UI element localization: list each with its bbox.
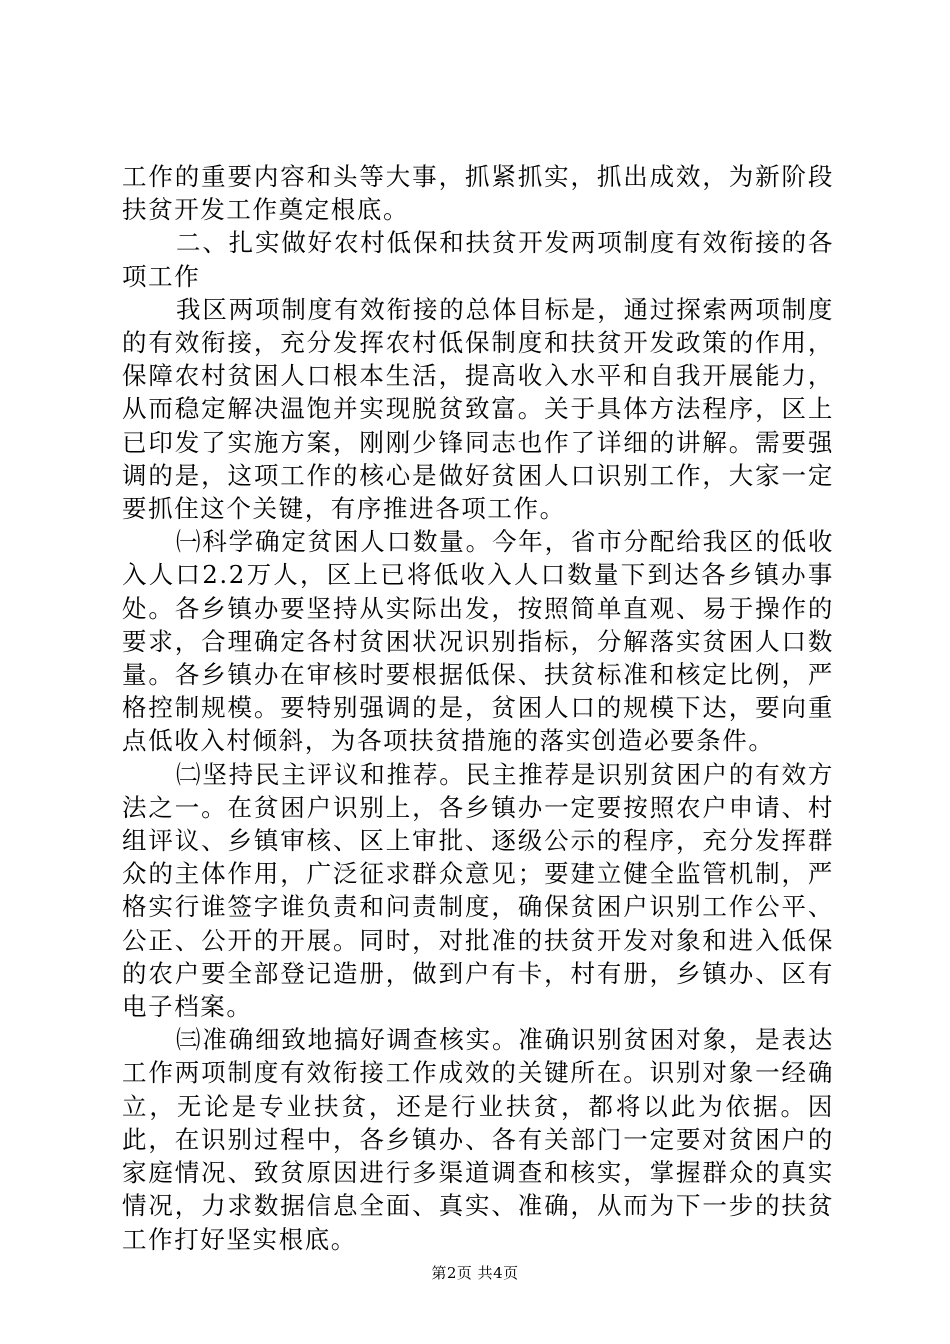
document-body	[122, 160, 834, 1256]
paragraph-3: 我区两项制度有效衔接的总体目标是，通过探索两项制度的有效衔接，充分发挥农村低保制度和扶贫开发政策的作用，保障农村贫困人口根本生活，提高收入水平和自我开展能力，从而稳定解决温饱并实现脱贫致富。关于具体方法程序，区上已印发了实施方案，刚刚少锋同志也作了详细的讲解。需要强调的是，这项工作的核心是做好贫困人口识别工作，大家一定要抓住这个关键，有序推进各项工作。	[122, 294, 834, 524]
section-heading-2: 二、扎实做好农村低保和扶贫开发两项制度有效衔接的各项工作	[122, 228, 834, 291]
paragraph-6: ㈢准确细致地搞好调查核实。准确识别贫困对象，是表达工作两项制度有效衔接工作成效的关键所在。识别对象一经确立，无论是专业扶贫，还是行业扶贫，都将以此为依据。因此，在识别过程中，各乡镇办、各有关部门一定要对贫困户的家庭情况、致贫原因进行多渠道调查和核实，掌握群众的真实情况，力求数据信息全面、真实、准确，从而为下一步的扶贫工作打好坚实根底。	[122, 1025, 834, 1254]
page-footer: 第2页 共4页	[431, 1264, 519, 1282]
paragraph-4: ㈠科学确定贫困人口数量。今年，省市分配给我区的低收入人口2.2万人，区上已将低收入人口数量下到达各乡镇办事处。各乡镇办要坚持从实际出发，按照简单直观、易于操作的要求，合理确定各村贫困状况识别指标，分解落实贫困人口数量。各乡镇办在审核时要根据低保、扶贫标准和核定比例，严格控制规模。要特别强调的是，贫困人口的规模下达，要向重点低收入村倾斜，为各项扶贫措施的落实创造必要条件。	[122, 527, 834, 756]
paragraph-1: 工作的重要内容和头等大事，抓紧抓实，抓出成效，为新阶段扶贫开发工作奠定根底。	[122, 162, 834, 225]
paragraph-5: ㈡坚持民主评议和推荐。民主推荐是识别贫困户的有效方法之一。在贫困户识别上，各乡镇办一定要按照农户申请、村组评议、乡镇审核、区上审批、逐级公示的程序，充分发挥群众的主体作用，广泛征求群众意见；要建立健全监管机制，严格实行谁签字谁负责和问责制度，确保贫困户识别工作公平、公正、公开的开展。同时，对批准的扶贫开发对象和进入低保的农户要全部登记造册，做到户有卡，村有册，乡镇办、区有电子档案。	[122, 759, 834, 1022]
